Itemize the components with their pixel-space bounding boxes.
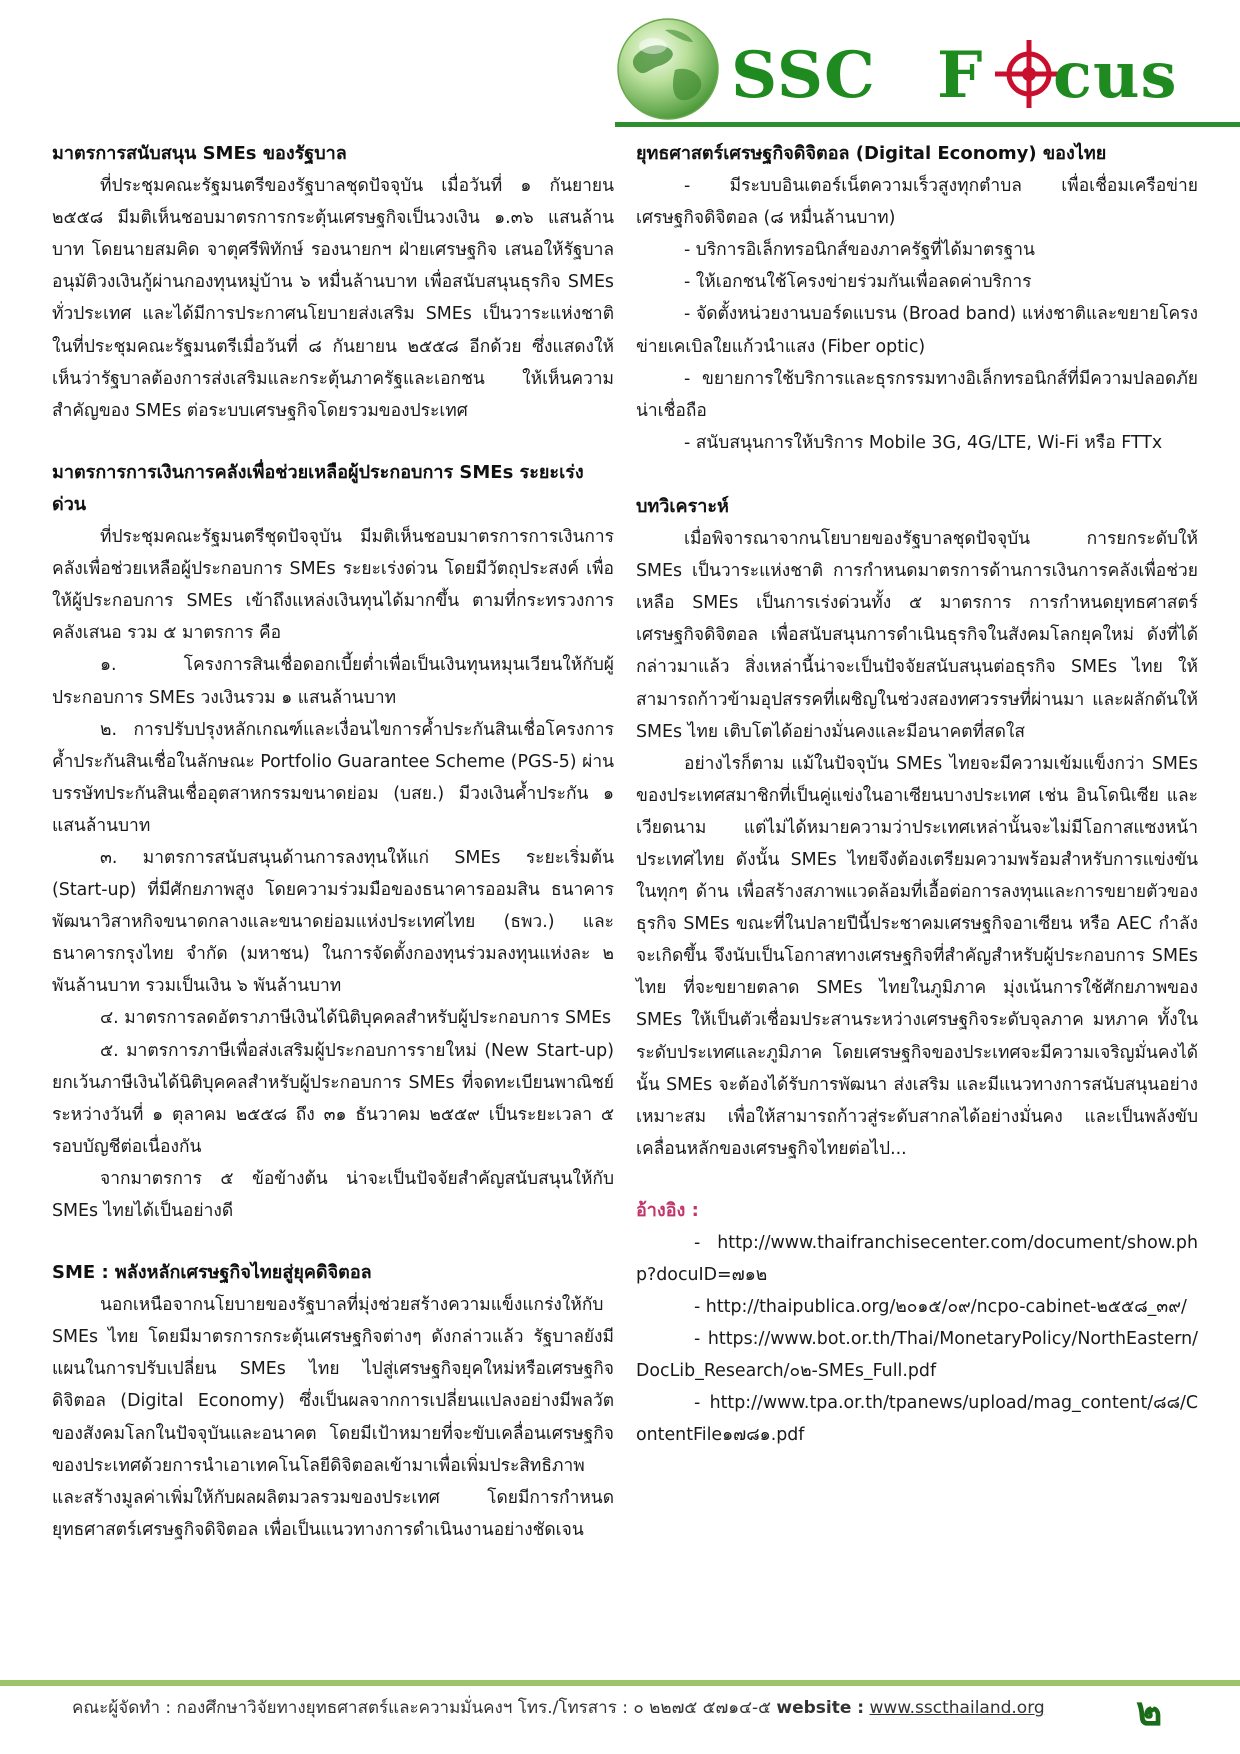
reference-link[interactable]: - http://www.tpa.or.th/tpanews/upload/mag_content/๘๘/ContentFile๑๗๘๑.pdf [636, 1393, 1198, 1446]
page-number [1136, 1690, 1162, 1734]
footer-credits [72, 1696, 1045, 1720]
footer-prefix: คณะผู้จัดทำ : กองศึกษาวิจัยทางยุทธศาสตร์และความมั่นคงฯ โทร./โทรสาร : ๐ ๒๒๗๕ ๕๗๑๔-๕ [72, 1698, 771, 1718]
brand-ssc-text: SSC [731, 38, 876, 113]
paragraph: ที่ประชุมคณะรัฐมนตรีของรัฐบาลชุดปัจจุบัน เมื่อวันที่ ๑ กันยายน ๒๕๕๘ มีมติเห็นชอบมาตรการกระตุ้นเศรษฐกิจเป็นวงเงิน ๑.๓๖ แสนล้านบาท โดยนายสมคิด จาตุศรีพิทักษ์ รองนายกฯ ฝ่ายเศรษฐกิจ เสนอให้รัฐบาลอนุมัติวงเงินกู้ผ่านกองทุนหมู่บ้าน ๖ หมื่นล้านบาท เพื่อสนับสนุนธุรกิจ SMEs ทั่วประเทศ และได้มีการประกาศนโยบายส่งเสริม SMEs เป็นวาระแห่งชาติ ในที่ประชุมคณะรัฐมนตรีเมื่อวันที่ ๘ กันยายน ๒๕๕๘ อีกด้วย ซึ่งแสดงให้เห็นว่ารัฐบาลต้องการส่งเสริมและกระตุ้นภาครัฐและเอกชน ให้เห็นความสำคัญของ SMEs ต่อระบบเศรษฐกิจโดยรวมของประเทศ [52, 176, 614, 421]
section-title-digital-strategy: ยุทธศาสตร์เศรษฐกิจดิจิตอล (Digital Economy) ของไทย [636, 143, 1107, 164]
header-divider [615, 122, 1240, 127]
references-title: อ้างอิง : [636, 1199, 699, 1221]
brand-focus-rest-text: cus [1053, 38, 1178, 113]
right-column [636, 138, 1198, 1452]
section-title-fiscal-measures: มาตรการการเงินการคลังเพื่อช่วยเหลือผู้ประกอบการ SMEs ระยะเร่งด่วน [52, 461, 584, 515]
website-label: website : [776, 1698, 865, 1718]
paragraph: อย่างไรก็ตาม แม้ในปัจจุบัน SMEs ไทยจะมีความเข้มแข็งกว่า SMEs ของประเทศสมาชิกที่เป็นคู่แข่งในอาเซียนบางประเทศ เช่น อินโดนิเซีย และเวียดนาม แต่ไม่ได้หมายความว่าประเทศเหล่านั้นจะไม่มีโอกาสแซงหน้าประเทศไทย ดังนั้น SMEs ไทยจึงต้องเตรียมความพร้อมสำหรับการแข่งขันในทุกๆ ด้าน เพื่อสร้างสภาพแวดล้อมที่เอื้อต่อการลงทุนและการขยายตัวของธุรกิจ SMEs ขณะที่ในปลายปีนี้ประชาคมเศรษฐกิจอาเซียน หรือ AEC กำลังจะเกิดขึ้น จึงนับเป็นโอกาสทางเศรษฐกิจที่สำคัญสำหรับผู้ประกอบการ SMEs ไทย ที่จะขยายตลาด SMEs ไทยในภูมิภาค มุ่งเน้นการใช้ศักยภาพของ SMEs ให้เป็นตัวเชื่อมประสานระหว่างเศรษฐกิจระดับจุลภาค มหภาค ทั้งในระดับประเทศและภูมิภาค โดยเศรษฐกิจของประเทศจะมีความเจริญมั่นคงได้นั้น SMEs จะต้องได้รับการพัฒนา ส่งเสริม และมีแนวทางการสนับสนุนอย่างเหมาะสม เพื่อให้สามารถก้าวสู่ระดับสากลได้อย่างมั่นคง และเป็นพลังขับเคลื่อนหลักของเศรษฐกิจไทยต่อไป... [636, 753, 1198, 1159]
website-link[interactable]: www.sscthailand.org [869, 1698, 1045, 1718]
strategy-item: - ขยายการใช้บริการและธุรกรรมทางอิเล็กทรอนิกส์ที่มีความปลอดภัยน่าเชื่อถือ [636, 368, 1198, 421]
measure-item: ๓. มาตรการสนับสนุนด้านการลงทุนให้แก่ SMEs ระยะเริ่มต้น (Start-up) ที่มีศักยภาพสูง โดยความร่วมมือของธนาคารออมสิน ธนาคารพัฒนาวิสาหกิจขนาดกลางและขนาดย่อมแห่งประเทศไทย (ธพว.) และธนาคารกรุงไทย จำกัด (มหาชน) ในการจัดตั้งกองทุนร่วมลงทุนแห่งละ ๒ พันล้านบาท รวมเป็นเงิน ๖ พันล้านบาท [52, 847, 614, 997]
strategy-item: - ให้เอกชนใช้โครงข่ายร่วมกันเพื่อลดค่าบริการ [684, 272, 1032, 293]
page-number-text: ๒ [1136, 1688, 1163, 1735]
globe-icon [615, 16, 721, 122]
paragraph: นอกเหนือจากนโยบายของรัฐบาลที่มุ่งช่วยสร้างความแข็งแกร่งให้กับ SMEs ไทย โดยมีมาตรการกระตุ้นเศรษฐกิจต่างๆ ดังกล่าวแล้ว รัฐบาลยังมีแผนในการปรับเปลี่ยน SMEs ไทย ไปสู่เศรษฐกิจยุคใหม่หรือเศรษฐกิจดิจิตอล (Digital Economy) ซึ่งเป็นผลจากการเปลี่ยนแปลงอย่างมีพลวัตของสังคมโลกในปัจจุบันและอนาคต โดยมีเป้าหมายที่จะขับเคลื่อนเศรษฐกิจของประเทศด้วยการนำเอาเทคโนโลยีดิจิตอลเข้ามาเพื่อเพิ่มประสิทธิภาพและสร้างมูลค่าเพิ่มให้กับผลผลิตมวลรวมของประเทศ โดยมีการกำหนดยุทธศาสตร์เศรษฐกิจดิจิตอล เพื่อเป็นแนวทางการดำเนินงานอย่างชัดเจน [52, 1295, 614, 1540]
masthead [615, 14, 1240, 126]
reference-link[interactable]: - https://www.bot.or.th/Thai/MonetaryPolicy/NorthEastern/DocLib_Research/๐๒-SMEs_Full.pdf [636, 1329, 1198, 1382]
strategy-item: - มีระบบอินเตอร์เน็ตความเร็วสูงทุกตำบล เพื่อเชื่อมเครือข่ายเศรษฐกิจดิจิตอล (๘ หมื่นล้านบาท) [636, 176, 1198, 229]
brand-focus-f-text: F [937, 38, 984, 113]
measure-item: ๒. การปรับปรุงหลักเกณฑ์และเงื่อนไขการค้ำประกันสินเชื่อโครงการค้ำประกันสินเชื่อในลักษณะ Portfolio Guarantee Scheme (PGS-5) ผ่านบรรษัทประกันสินเชื่ออุตสาหกรรมขนาดย่อม (บสย.) มีวงเงินค้ำประกัน ๑ แสนล้านบาท [52, 719, 614, 836]
measure-item: ๔. มาตรการลดอัตราภาษีเงินได้นิติบุคคลสำหรับผู้ประกอบการ SMEs [100, 1008, 612, 1029]
left-column [52, 138, 614, 1546]
footer-divider [0, 1680, 1240, 1686]
section-title-sme-support: มาตรการสนับสนุน SMEs ของรัฐบาล [52, 143, 347, 164]
section-title-digital-sme: SME : พลังหลักเศรษฐกิจไทยสู่ยุคดิจิตอล [52, 1262, 372, 1284]
strategy-item: - จัดตั้งหน่วยงานบอร์ดแบรน (Broad band) แห่งชาติและขยายโครงข่ายเคเบิลใยแก้วนำแสง (Fiber optic) [636, 304, 1198, 357]
section-title-analysis: บทวิเคราะห์ [636, 495, 729, 517]
paragraph: เมื่อพิจารณาจากนโยบายของรัฐบาลชุดปัจจุบัน การยกระดับให้ SMEs เป็นวาระแห่งชาติ การกำหนดมาตรการด้านการเงินการคลังเพื่อช่วยเหลือ SMEs เป็นการเร่งด่วนทั้ง ๕ มาตรการ การกำหนดยุทธศาสตร์เศรษฐกิจดิจิตอล เพื่อสนับสนุนการดำเนินธุรกิจในสังคมโลกยุคใหม่ ดังที่ได้กล่าวมาแล้ว สิ่งเหล่านี้น่าจะเป็นปัจจัยสนับสนุนต่อธุรกิจ SMEs ไทย ให้สามารถก้าวข้ามอุปสรรคที่เผชิญในช่วงสองทศวรรษที่ผ่านมา และผลักดันให้ SMEs ไทย เติบโตได้อย่างมั่นคงและมีอนาคตที่สดใส [636, 529, 1198, 742]
paragraph: จากมาตรการ ๕ ข้อข้างต้น น่าจะเป็นปัจจัยสำคัญสนับสนุนให้กับ SMEs ไทยได้เป็นอย่างดี [52, 1168, 614, 1221]
reference-link[interactable]: - http://www.thaifranchisecenter.com/document/show.php?docuID=๗๑๒ [636, 1232, 1198, 1285]
strategy-item: - สนับสนุนการให้บริการ Mobile 3G, 4G/LTE, Wi-Fi หรือ FTTx [684, 432, 1163, 453]
reference-link[interactable]: - http://thaipublica.org/๒๐๑๕/๐๙/ncpo-cabinet-๒๕๕๘_๓๙/ [694, 1297, 1187, 1318]
measure-item: ๕. มาตรการภาษีเพื่อส่งเสริมผู้ประกอบการรายใหม่ (New Start-up) ยกเว้นภาษีเงินได้นิติบุคคลสำหรับผู้ประกอบการ SMEs ที่จดทะเบียนพาณิชย์ระหว่างวันที่ ๑ ตุลาคม ๒๕๕๘ ถึง ๓๑ ธันวาคม ๒๕๕๙ เป็นระยะเวลา ๕ รอบบัญชีต่อเนื่องกัน [52, 1040, 614, 1157]
measure-item: ๑. โครงการสินเชื่อดอกเบี้ยต่ำเพื่อเป็นเงินทุนหมุนเวียนให้กับผู้ประกอบการ SMEs วงเงินรวม ๑ แสนล้านบาท [52, 655, 614, 708]
paragraph: ที่ประชุมคณะรัฐมนตรีชุดปัจจุบัน มีมติเห็นชอบมาตรการการเงินการคลังเพื่อช่วยเหลือผู้ประกอบการ SMEs ระยะเร่งด่วน โดยมีวัตถุประสงค์ เพื่อให้ผู้ประกอบการ SMEs เข้าถึงแหล่งเงินทุนได้มากขึ้น ตามที่กระทรวงการคลังเสนอ รวม ๕ มาตรการ คือ [52, 527, 614, 644]
strategy-item: - บริการอิเล็กทรอนิกส์ของภาครัฐที่ได้มาตรฐาน [684, 240, 1035, 261]
